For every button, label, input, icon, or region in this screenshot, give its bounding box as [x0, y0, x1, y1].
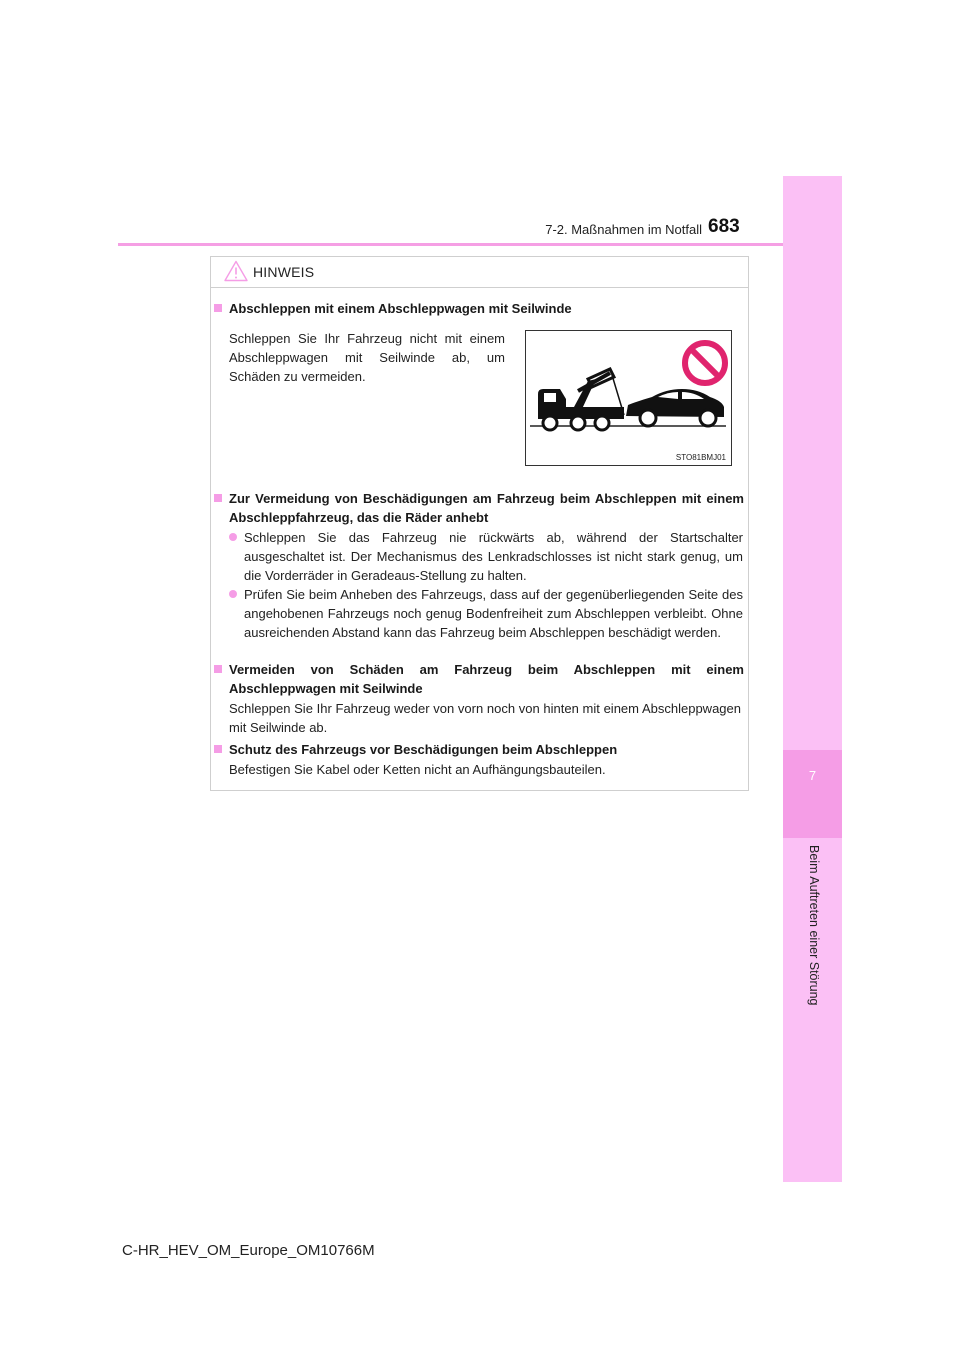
section-heading: Schutz des Fahrzeugs vor Beschädigungen beim Abschleppen [229, 742, 618, 757]
header-rule [118, 243, 783, 246]
square-bullet-icon [214, 494, 222, 502]
section-body: Schleppen Sie Ihr Fahrzeug weder von vorn noch von hinten mit einem Abschleppwagen mit Seilwinde ab. [229, 701, 741, 735]
section-heading: Zur Vermeidung von Beschädigungen am Fahrzeug beim Abschleppen mit einem Abschleppfahrzeug, das die Räder anhebt [229, 491, 744, 525]
section-body: Befestigen Sie Kabel oder Ketten nicht an Aufhängungsbauteilen. [229, 762, 606, 777]
chapter-marker [783, 750, 842, 838]
tow-truck-icon [538, 369, 624, 430]
chapter-thumb-tab [783, 176, 842, 1182]
tow-truck-winch-drawing [526, 331, 731, 465]
square-bullet-icon [214, 304, 222, 312]
towing-illustration [525, 330, 732, 466]
round-bullet-icon [229, 590, 237, 598]
image-code: STO81BMJ01 [675, 453, 726, 462]
notice-title: HINWEIS [253, 264, 315, 280]
page-number: 683 [708, 216, 740, 237]
bullet-text: Schleppen Sie das Fahrzeug nie rückwärts ab, während der Startschalter ausgeschaltet ist. Der Mechanismus des Lenkradschlosses ist nicht stark genug, um die Vorderräder in Geradeaus-Stellung zu halten. [244, 530, 743, 583]
chapter-title: Beim Auftreten einer Störung [807, 845, 821, 1006]
section-body: Schleppen Sie Ihr Fahrzeug nicht mit einem Abschleppwagen mit Seilwinde ab, um Schäden zu vermeiden. [229, 331, 505, 384]
square-bullet-icon [214, 665, 222, 673]
chapter-title-wrap [783, 845, 842, 1005]
round-bullet-icon [229, 533, 237, 541]
section-heading: Vermeiden von Schäden am Fahrzeug beim Abschleppen mit einem Abschleppwagen mit Seilwinde [229, 662, 744, 696]
square-bullet-icon [214, 745, 222, 753]
section-heading: Abschleppen mit einem Abschleppwagen mit Seilwinde [229, 301, 572, 316]
prohibition-icon [685, 343, 725, 383]
bullet-text: Prüfen Sie beim Anheben des Fahrzeugs, dass auf der gegenüberliegenden Seite des angehobenen Fahrzeugs noch genug Bodenfreiheit zum Abschleppen verbleibt. Ohne ausreichenden Abstand kann das Fahrzeug beim Abschleppen beschädigt werden. [244, 587, 743, 640]
car-icon [626, 389, 724, 426]
warning-triangle-icon [224, 260, 248, 282]
chapter-number: 7 [808, 768, 817, 783]
section-title: 7-2. Maßnahmen im Notfall [545, 222, 702, 237]
document-code: C-HR_HEV_OM_Europe_OM10766M [122, 1242, 375, 1259]
